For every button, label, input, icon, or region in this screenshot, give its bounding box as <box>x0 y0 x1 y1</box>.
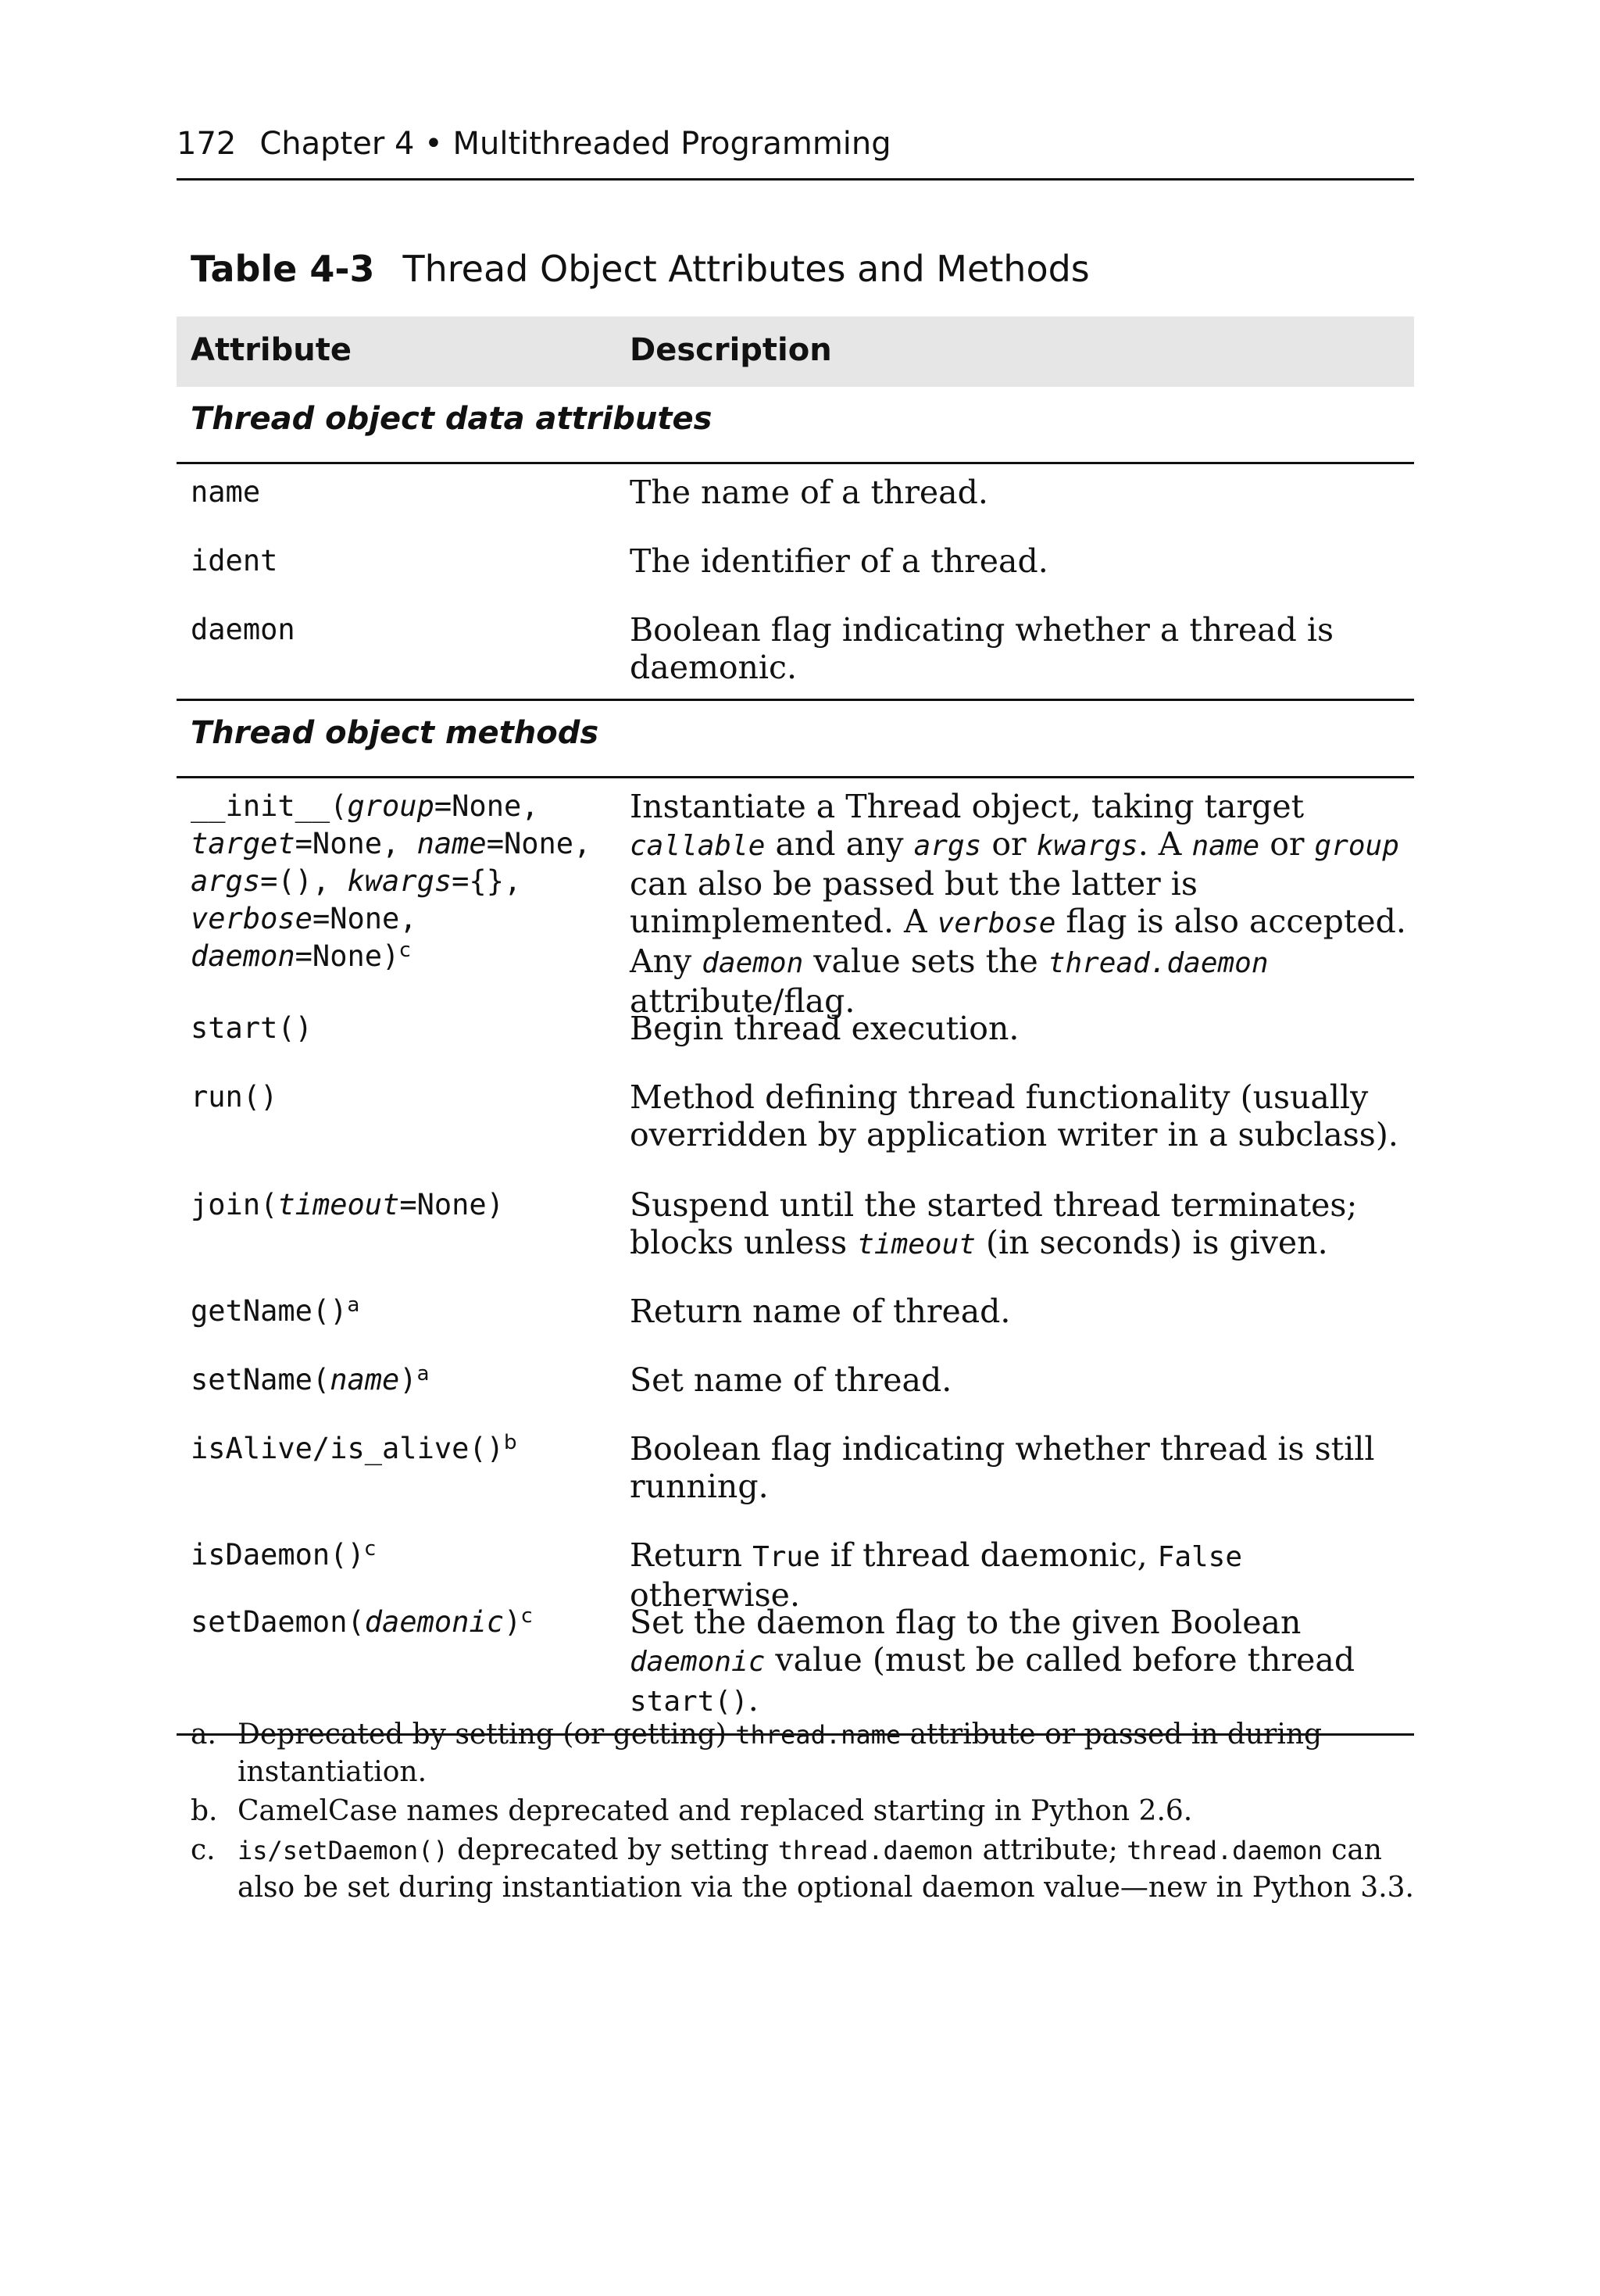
table-row <box>177 1536 1414 1614</box>
header-rule <box>177 178 1414 181</box>
table-row <box>177 788 1414 1020</box>
footnote-a: a. Deprecated by setting (or getting) thread.name attribute or passed in during instantiation. <box>191 1718 1323 1788</box>
table-row <box>177 1078 1414 1186</box>
footnote-b: b. CamelCase names deprecated and replaced starting in Python 2.6. <box>191 1795 1193 1827</box>
footnote-ref: a <box>347 1293 360 1317</box>
footnote-ref: c <box>521 1604 533 1628</box>
table-row <box>177 1604 1414 1721</box>
footnote-ref: a <box>416 1362 430 1386</box>
desc-cell: Return True if thread daemonic, False otherwise. <box>630 1536 1243 1614</box>
desc-cell: Boolean flag indicating whether a thread is daemonic. <box>630 611 1334 686</box>
table-row <box>177 1430 1414 1536</box>
footnote-ref: c <box>399 939 411 962</box>
table-row <box>177 474 1414 542</box>
desc-cell: Return name of thread. <box>630 1293 1011 1330</box>
section-methods: Thread object methods <box>177 701 1414 778</box>
table-title <box>191 244 1090 294</box>
table-footnotes <box>191 1716 1414 1907</box>
attr-cell: getName()$^a$ <box>191 1293 360 1328</box>
header-attribute: Attribute <box>191 332 352 368</box>
desc-cell: Begin thread execution. <box>630 1010 1020 1047</box>
attr-cell: setDaemon(daemonic)$^c$ <box>191 1604 533 1639</box>
methods-rows <box>177 778 1414 1736</box>
chapter-title: Chapter 4 • Multithreaded Programming <box>259 126 891 162</box>
table-header <box>177 317 1414 387</box>
desc-cell: The name of a thread. <box>630 474 988 511</box>
attr-cell-init: __init__(group=None, target=None, name=None, args=(), kwargs={}, verbose=None, daemon=None)$^c$ <box>191 789 591 973</box>
table-row <box>177 611 1414 686</box>
attr-cell: isDaemon()$^c$ <box>191 1537 377 1572</box>
header-description: Description <box>630 332 832 368</box>
table-row <box>177 1361 1414 1430</box>
running-head <box>177 122 1414 166</box>
attr-cell: isAlive/is_alive()$^b$ <box>191 1431 517 1465</box>
attr-cell: ident <box>191 544 278 578</box>
desc-cell: Suspend until the started thread terminates; blocks unless timeout (in seconds) is given. <box>630 1186 1358 1261</box>
attr-cell: setName(name)$^a$ <box>191 1362 430 1397</box>
desc-cell: The identifier of a thread. <box>630 542 1048 580</box>
desc-cell: Boolean flag indicating whether thread is still running. <box>630 1430 1375 1505</box>
desc-cell-init: Instantiate a Thread object, taking target callable and any args or kwargs. A name or group can also be passed but the latter is unimplemented. A verbose flag is also accepted. Any daemon value sets the thread.daemon attribute/flag. <box>630 788 1406 1020</box>
attr-cell: start() <box>191 1011 312 1045</box>
attr-cell: daemon <box>191 613 295 646</box>
attr-cell: run() <box>191 1080 278 1114</box>
desc-cell: Set the daemon flag to the given Boolean daemonic value (must be called before thread start(). <box>630 1604 1355 1718</box>
table-row <box>177 1010 1414 1078</box>
table-row <box>177 1293 1414 1361</box>
thread-attributes-table <box>177 317 1414 1736</box>
page-number: 172 <box>177 126 237 162</box>
table-caption: Thread Object Attributes and Methods <box>402 248 1090 290</box>
attr-cell: join(timeout=None) <box>191 1188 504 1221</box>
footnote-ref: b <box>503 1431 517 1454</box>
data-attributes-rows <box>177 464 1414 701</box>
table-label: Table 4-3 <box>191 248 375 290</box>
footnote-c: c. is/setDaemon() deprecated by setting thread.daemon attribute; thread.daemon can also be set during instantiation via the optional daemon value—new in Python 3.3. <box>191 1834 1414 1904</box>
desc-cell: Set name of thread. <box>630 1361 952 1399</box>
attr-cell: name <box>191 475 261 509</box>
table-row <box>177 1186 1414 1293</box>
desc-cell: Method defining thread functionality (usually overridden by application writer in a subclass). <box>630 1078 1398 1153</box>
footnote-ref: c <box>364 1537 377 1561</box>
section-data-attributes: Thread object data attributes <box>177 387 1414 464</box>
table-row <box>177 542 1414 611</box>
